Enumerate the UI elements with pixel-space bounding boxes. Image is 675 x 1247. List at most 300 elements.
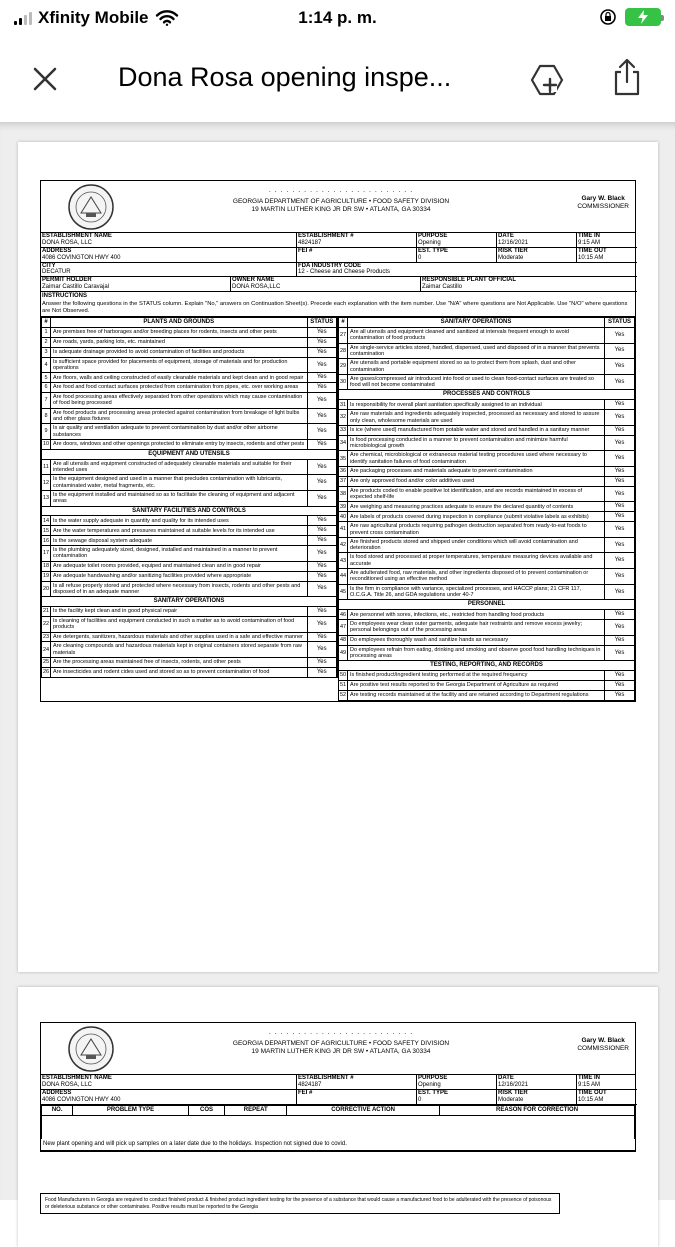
header-dots: . . . . . . . . . . . . . . . . . . . . . . . . . [268, 1029, 414, 1036]
item-number: 15 [42, 526, 51, 536]
question-row [42, 581, 338, 597]
question-row [339, 512, 635, 522]
question-text: Is the facility kept clean and in good physical repair [51, 607, 308, 617]
question-row [339, 400, 635, 410]
item-number: 42 [339, 537, 348, 553]
section-header-row [339, 661, 635, 671]
status-value: Yes [605, 374, 635, 390]
section-title: TESTING, REPORTING, AND RECORDS [339, 661, 635, 671]
question-text: Are doors, windows and other openings protected to eliminate entry by insects, rodents and other pests [51, 439, 308, 449]
question-text: Are adulterated food, raw materials, and other ingredients disposed of to prevent contamination or reconditioned using an effective method [348, 569, 605, 585]
navigation-bar [0, 36, 675, 122]
city-row [41, 263, 635, 278]
status-value: Yes [307, 327, 337, 337]
agency-block [201, 198, 481, 215]
question-text: Is finished product/ingredient testing performed at the required frequency [348, 671, 605, 681]
wifi-icon [156, 10, 178, 26]
question-text: Are food products and processing areas protected against contamination from breakage of light bulbs and other glass fixtures [51, 408, 308, 424]
question-text: Is cleaning of facilities and equipment conducted in such a matter as to avoid contamination of food products [51, 616, 308, 632]
question-row [42, 632, 338, 642]
section-sanitary-operations: SANITARY OPERATIONS [348, 318, 605, 328]
question-text: Are the processing areas maintained free of insects, rodents, and other pests [51, 658, 308, 668]
item-number: 46 [339, 610, 348, 620]
item-number: 39 [339, 502, 348, 512]
value-responsible-official: Zaimar Castillo [422, 284, 463, 291]
label-address: ADDRESS [42, 247, 72, 254]
question-text: Are personnel with sores, infections, etc., restricted from handling food products [348, 610, 605, 620]
item-number: 32 [339, 410, 348, 426]
value-risk-tier: Moderate [498, 1096, 524, 1103]
value-establishment-name: DONA ROSA, LLC [42, 239, 93, 246]
question-text: Is all refuse properly stored and protected where necessary from insects, rodents and other pests and disposed of in an adequate manner [51, 581, 308, 597]
status-value: Yes [605, 400, 635, 410]
corrective-action-body [42, 1115, 635, 1139]
question-text: Are adequate toilet rooms provided, equiped and maintained clean and in good repair [51, 561, 308, 571]
status-value: Yes [307, 475, 337, 491]
status-value: Yes [307, 526, 337, 536]
item-number: 45 [339, 584, 348, 600]
status-value: Yes [605, 635, 635, 645]
item-number: 7 [42, 393, 51, 409]
question-row [339, 502, 635, 512]
question-row [339, 476, 635, 486]
section-title: SANITARY OPERATIONS [42, 597, 338, 607]
item-number: 26 [42, 668, 51, 678]
label-establishment-name: ESTABLISHMENT NAME [42, 233, 112, 239]
question-row [339, 435, 635, 451]
question-row [339, 620, 635, 636]
status-value: Yes [307, 516, 337, 526]
label-city: CITY [42, 262, 56, 269]
corrective-action-header: REPEAT [225, 1105, 287, 1115]
item-number: 21 [42, 607, 51, 617]
clock: 1:14 p. m. [298, 8, 377, 27]
question-row [339, 451, 635, 467]
agency-line-2: 19 MARTIN LUTHER KING JR DR SW • ATLANTA, GA 30334 [251, 1048, 431, 1056]
question-text: Is the equipment designed and used in a manner that precludes contamination with lubricants, contaminated water, metal fragments, etc. [51, 475, 308, 491]
questionnaire-left [41, 317, 338, 701]
label-risk-tier: RISK TIER [498, 247, 528, 254]
question-text: Is adequate drainage provided to avoid contamination of facilities and products [51, 347, 308, 357]
item-number: 8 [42, 408, 51, 424]
value-time-in: 9:15 AM [578, 239, 601, 246]
label-risk-tier: RISK TIER [498, 1089, 528, 1096]
question-row [42, 561, 338, 571]
holder-row [41, 277, 635, 292]
form-header [41, 181, 635, 233]
status-value: Yes [605, 645, 635, 661]
item-number: 10 [42, 439, 51, 449]
status-value: Yes [605, 610, 635, 620]
label-est-type: EST. TYPE [418, 247, 449, 254]
status-value: Yes [605, 327, 635, 343]
value-purpose: Opening [418, 1081, 441, 1088]
establishment-info [41, 1075, 635, 1105]
status-value: Yes [307, 561, 337, 571]
close-icon[interactable] [30, 64, 60, 94]
item-number: 43 [339, 553, 348, 569]
question-text: Do employees thoroughly wash and sanitize hands as necessary [348, 635, 605, 645]
question-text: Are only approved food and/or color additives used [348, 476, 605, 486]
item-number: 22 [42, 616, 51, 632]
value-risk-tier: Moderate [498, 254, 524, 261]
question-row [339, 327, 635, 343]
question-row [339, 553, 635, 569]
add-tag-icon[interactable] [530, 60, 564, 96]
status-value: Yes [605, 359, 635, 375]
question-text: Is the plumbing adequately sized, designed, installed and maintained in a manner to prevent contamination [51, 546, 308, 562]
section-title: PERSONNEL [339, 600, 635, 610]
item-number: 19 [42, 571, 51, 581]
status-value: Yes [307, 668, 337, 678]
item-number: 34 [339, 435, 348, 451]
item-number: 40 [339, 512, 348, 522]
question-row [42, 357, 338, 373]
question-row [42, 536, 338, 546]
question-row [42, 337, 338, 347]
agency-line-2: 19 MARTIN LUTHER KING JR DR SW • ATLANTA, GA 30334 [251, 206, 431, 214]
label-purpose: PURPOSE [418, 233, 448, 239]
question-text: Are floors, walls and ceiling constructed of easily cleanable materials and kept clean and in good repair [51, 373, 308, 383]
question-row [339, 681, 635, 691]
question-row [339, 410, 635, 426]
question-row [42, 642, 338, 658]
question-row [339, 584, 635, 600]
value-establishment-number: 4824187 [298, 1081, 322, 1088]
fine-print: Food Manufacturers in Georgia are required to conduct finished product & finished product ingredient testing for the presence of a substance that would cause a manufactured food to be adulterated with the presence of poisonous or deleterious substance or other contaminates. Positive results must be reported to the Georgia [40, 1193, 560, 1214]
inspection-form [40, 180, 636, 702]
label-date: DATE [498, 233, 514, 239]
status-value: Yes [307, 490, 337, 506]
corrective-action-table [41, 1105, 635, 1140]
question-row [339, 343, 635, 359]
label-owner-name: OWNER NAME [232, 277, 275, 284]
value-time-out: 10:15 AM [578, 254, 604, 261]
question-row [339, 467, 635, 477]
label-est-type: EST. TYPE [418, 1089, 449, 1096]
label-date: DATE [498, 1075, 514, 1081]
value-time-in: 9:15 AM [578, 1081, 601, 1088]
question-row [42, 516, 338, 526]
question-row [42, 424, 338, 440]
status-value: Yes [307, 581, 337, 597]
question-text: Are premises free of harborages and/or breeding places for rodents, insects and other pests [51, 327, 308, 337]
value-date: 12/16/2021 [498, 239, 529, 246]
question-text: Are insecticides and rodent cides used and stored so as to prevent contamination of food [51, 668, 308, 678]
question-text: Are gases/compressed air introduced into food or used to clean food-contact surfaces are treated so food will not become contaminated [348, 374, 605, 390]
question-row [42, 658, 338, 668]
orientation-lock-icon [599, 8, 617, 26]
share-icon[interactable] [612, 58, 642, 96]
status-value: Yes [307, 607, 337, 617]
item-number: 49 [339, 645, 348, 661]
question-text: Are all utensils and equipment constructed of adequately cleanable materials and suitable for their intended uses [51, 459, 308, 475]
item-number: 14 [42, 516, 51, 526]
label-time-in: TIME IN [578, 233, 600, 239]
left-question-table [41, 317, 338, 678]
value-time-out: 10:15 AM [578, 1096, 604, 1103]
item-number: 37 [339, 476, 348, 486]
question-text: Are raw agricultural products requiring pathogen destruction separated from ready-to-eat foods to prevent cross contamination [348, 522, 605, 538]
commissioner-title: COMMISSIONER [577, 1044, 629, 1052]
question-row [42, 327, 338, 337]
status-value: Yes [605, 620, 635, 636]
question-row [339, 537, 635, 553]
corrective-action-header: COS [188, 1105, 225, 1115]
question-row [42, 616, 338, 632]
question-text: Are chemical, microbiological or extraneous material testing procedures used where necessary to identify sanitation failures of food contamination [348, 451, 605, 467]
question-text: Are the water temperatures and pressures maintained at suitable levels for its intended use [51, 526, 308, 536]
question-text: Are adequate handwashing and/or sanitizing facilities provided where appropriate [51, 571, 308, 581]
question-text: Is the water supply adequate in quantity and quality for its intended uses [51, 516, 308, 526]
status-value: Yes [605, 425, 635, 435]
section-header-row [42, 449, 338, 459]
status-value: Yes [605, 537, 635, 553]
value-est-type: 0 [418, 254, 422, 261]
form-header [41, 1023, 635, 1075]
document-viewer[interactable] [0, 122, 675, 1210]
corrective-action-header: REASON FOR CORRECTION [440, 1105, 635, 1115]
col-status: STATUS [307, 318, 337, 328]
item-number: 48 [339, 635, 348, 645]
item-number: 9 [42, 424, 51, 440]
status-value: Yes [605, 502, 635, 512]
questionnaire [41, 317, 635, 701]
question-row [339, 645, 635, 661]
instructions [41, 292, 635, 317]
question-text: Are weighing and measuring practices adequate to ensure the declared quantity of contents [348, 502, 605, 512]
question-row [42, 475, 338, 491]
item-number: 29 [339, 359, 348, 375]
question-text: Are packaging processes and materials adequate to prevent contamination [348, 467, 605, 477]
section-header-row [339, 390, 635, 400]
georgia-seal-icon [67, 1025, 115, 1073]
item-number: 1 [42, 327, 51, 337]
corrective-action-header: PROBLEM TYPE [73, 1105, 188, 1115]
status-value: Yes [605, 410, 635, 426]
status-value: Yes [605, 467, 635, 477]
question-text: Do employees wear clean outer garments, adequate hair restraints and remove excess jewelry; personal belongings out of the processing areas [348, 620, 605, 636]
label-time-out: TIME OUT [578, 1089, 607, 1096]
item-number: 28 [339, 343, 348, 359]
label-responsible-official: RESPONSIBLE PLANT OFFICIAL [422, 277, 517, 284]
item-number: 30 [339, 374, 348, 390]
question-text: Are food and food contact surfaces protected from contamination from pipes, etc. over working areas [51, 383, 308, 393]
status-value: Yes [605, 522, 635, 538]
question-row [339, 635, 635, 645]
question-text: Is sufficient space provided for placements of equipment, storage of materials and for production operations [51, 357, 308, 373]
status-value: Yes [605, 671, 635, 681]
item-number: 41 [339, 522, 348, 538]
item-number: 16 [42, 536, 51, 546]
question-text: Do employees refrain from eating, drinking and smoking and observe good food handling techniques in processing areas [348, 645, 605, 661]
question-text: Is food processing conducted in a manner to prevent contamination and minimize harmful microbiological growth [348, 435, 605, 451]
status-value: Yes [307, 658, 337, 668]
label-establishment-number: ESTABLISHMENT # [298, 233, 354, 239]
label-time-in: TIME IN [578, 1075, 600, 1081]
status-value: Yes [307, 373, 337, 383]
question-text: Are finished products stored and shipped under conditions which will avoid contamination and deterioration [348, 537, 605, 553]
col-status: STATUS [605, 318, 635, 328]
item-number: 18 [42, 561, 51, 571]
commissioner-block [577, 195, 629, 211]
corrective-action-header: NO. [42, 1105, 73, 1115]
item-number: 13 [42, 490, 51, 506]
status-value: Yes [307, 459, 337, 475]
item-number: 33 [339, 425, 348, 435]
item-number: 4 [42, 357, 51, 373]
status-value: Yes [605, 584, 635, 600]
item-number: 2 [42, 337, 51, 347]
col-hash: # [339, 318, 348, 328]
value-fda-code: 12 - Cheese and Cheese Products [298, 269, 391, 276]
georgia-seal-icon [67, 183, 115, 231]
item-number: 44 [339, 569, 348, 585]
question-text: Are testing records maintained at the facility and are retained according to Department regulations [348, 690, 605, 700]
question-row [339, 425, 635, 435]
label-fei: FEI # [298, 1089, 313, 1096]
label-permit-holder: PERMIT HOLDER [42, 277, 92, 284]
question-row [42, 373, 338, 383]
status-value: Yes [307, 383, 337, 393]
question-row [42, 546, 338, 562]
item-number: 38 [339, 486, 348, 502]
right-question-table [338, 317, 635, 701]
item-number: 17 [42, 546, 51, 562]
question-row [42, 408, 338, 424]
question-row [42, 607, 338, 617]
question-text: Are food processing areas effectively separated from other operations which may cause contamination of food being processed [51, 393, 308, 409]
label-purpose: PURPOSE [418, 1075, 448, 1081]
question-row [339, 374, 635, 390]
status-value: Yes [307, 536, 337, 546]
question-row [42, 393, 338, 409]
status-value: Yes [307, 337, 337, 347]
question-row [339, 671, 635, 681]
question-text: Is air quality and ventilation adequate to prevent contamination by dust and/or other airborne substances [51, 424, 308, 440]
value-purpose: Opening [418, 239, 441, 246]
carrier-name: Xfinity Mobile [38, 8, 149, 27]
question-row [42, 571, 338, 581]
item-number: 5 [42, 373, 51, 383]
value-address: 4086 COVINGTON HWY 400 [42, 1096, 121, 1103]
section-title: PROCESSES AND CONTROLS [339, 390, 635, 400]
item-number: 52 [339, 690, 348, 700]
section-title: SANITARY FACILITIES AND CONTROLS [42, 506, 338, 516]
value-city: DECATUR [42, 269, 71, 276]
document-page-2 [18, 987, 658, 1247]
question-row [42, 490, 338, 506]
question-row [339, 610, 635, 620]
question-row [42, 526, 338, 536]
status-value: Yes [605, 451, 635, 467]
item-number: 50 [339, 671, 348, 681]
status-value: Yes [605, 343, 635, 359]
question-text: Are roads, yards, parking lots, etc. maintained [51, 337, 308, 347]
label-instructions: INSTRUCTIONS [42, 293, 87, 300]
question-row [42, 383, 338, 393]
section-header-row [42, 597, 338, 607]
establishment-info [41, 233, 635, 263]
status-value: Yes [605, 553, 635, 569]
item-number: 6 [42, 383, 51, 393]
signal-icon [14, 11, 32, 25]
question-text: Is responsibility for overall plant sanitation specifically assigned to an individual [348, 400, 605, 410]
value-establishment-number: 4824187 [298, 239, 322, 246]
item-number: 11 [42, 459, 51, 475]
status-value: Yes [307, 439, 337, 449]
question-text: Are single-service articles stored, handled, dispensed, used and disposed of in a manner that prevents contamination [348, 343, 605, 359]
label-establishment-name: ESTABLISHMENT NAME [42, 1075, 112, 1081]
item-number: 36 [339, 467, 348, 477]
section-title: EQUIPMENT AND UTENSILS [42, 449, 338, 459]
status-value: Yes [307, 347, 337, 357]
commissioner-name: Gary W. Black [581, 195, 625, 202]
question-row [339, 486, 635, 502]
question-text: Is food stored and processed at proper temperatures, temperature measuring devices available and accurate [348, 553, 605, 569]
question-text: Are utensils and portable equipment stored so as to protect them from splash, dust and other contamination [348, 359, 605, 375]
question-text: Are products coded to enable positive lot identification, and are records maintained in excess of expected shelf-life [348, 486, 605, 502]
question-row [339, 359, 635, 375]
status-value: Yes [605, 476, 635, 486]
question-text: Is the sewage disposal system adequate [51, 536, 308, 546]
question-row [42, 459, 338, 475]
status-value: Yes [605, 512, 635, 522]
question-row [339, 569, 635, 585]
item-number: 47 [339, 620, 348, 636]
label-address: ADDRESS [42, 1089, 72, 1096]
value-est-type: 0 [418, 1096, 422, 1103]
value-owner-name: DONA ROSA,LLC [232, 284, 281, 291]
col-hash: # [42, 318, 51, 328]
commissioner-name: Gary W. Black [581, 1037, 625, 1044]
status-bar [0, 0, 675, 36]
item-number: 23 [42, 632, 51, 642]
continuation-sheet [40, 1022, 636, 1152]
section-header-row [42, 506, 338, 516]
status-value: Yes [307, 424, 337, 440]
label-time-out: TIME OUT [578, 247, 607, 254]
question-text: Are labels of products covered during inspection in compliance (submit violative labels as exhibits) [348, 512, 605, 522]
question-row [339, 522, 635, 538]
question-row [42, 668, 338, 678]
corrective-action-header: CORRECTIVE ACTION [287, 1105, 440, 1115]
status-value: Yes [307, 408, 337, 424]
label-establishment-number: ESTABLISHMENT # [298, 1075, 354, 1081]
status-value: Yes [605, 435, 635, 451]
question-text: Is the firm in compliance with variance, specialized processes, and HACCP plans; 21 CFR 117, O.C.G.A. Title 26, and GDA regulations under 40-7 [348, 584, 605, 600]
status-value: Yes [605, 690, 635, 700]
agency-block [201, 1040, 481, 1057]
status-value: Yes [307, 616, 337, 632]
status-value: Yes [307, 632, 337, 642]
item-number: 35 [339, 451, 348, 467]
question-text: Is ice (where used) manufactured from potable water and stored and handled in a sanitary manner [348, 425, 605, 435]
question-text: Are cleaning compounds and hazardous materials kept in original containers stored separate from raw materials [51, 642, 308, 658]
status-value: Yes [605, 681, 635, 691]
item-number: 51 [339, 681, 348, 691]
item-number: 25 [42, 658, 51, 668]
question-text: Are all utensils and equipment cleaned and sanitized at intervals frequent enough to avoid contamination of food products [348, 327, 605, 343]
status-value: Yes [307, 571, 337, 581]
value-establishment-name: DONA ROSA, LLC [42, 1081, 93, 1088]
header-dots: . . . . . . . . . . . . . . . . . . . . . . . . . [268, 187, 414, 194]
inspection-note: New plant opening and will pick up samples on a later date due to the holidays. Inspection not signed due to covid. [41, 1139, 635, 1151]
instructions-text: Answer the following questions in the STATUS column. Explain "No," answers on Continuation Sheet(s). Precede each explanation with the item number. Use "N/A" where questions are Not Applicable. Use "N/O" where questions are Not Observed. [42, 300, 628, 314]
question-row [42, 347, 338, 357]
status-value: Yes [307, 393, 337, 409]
battery-icon [625, 8, 661, 26]
